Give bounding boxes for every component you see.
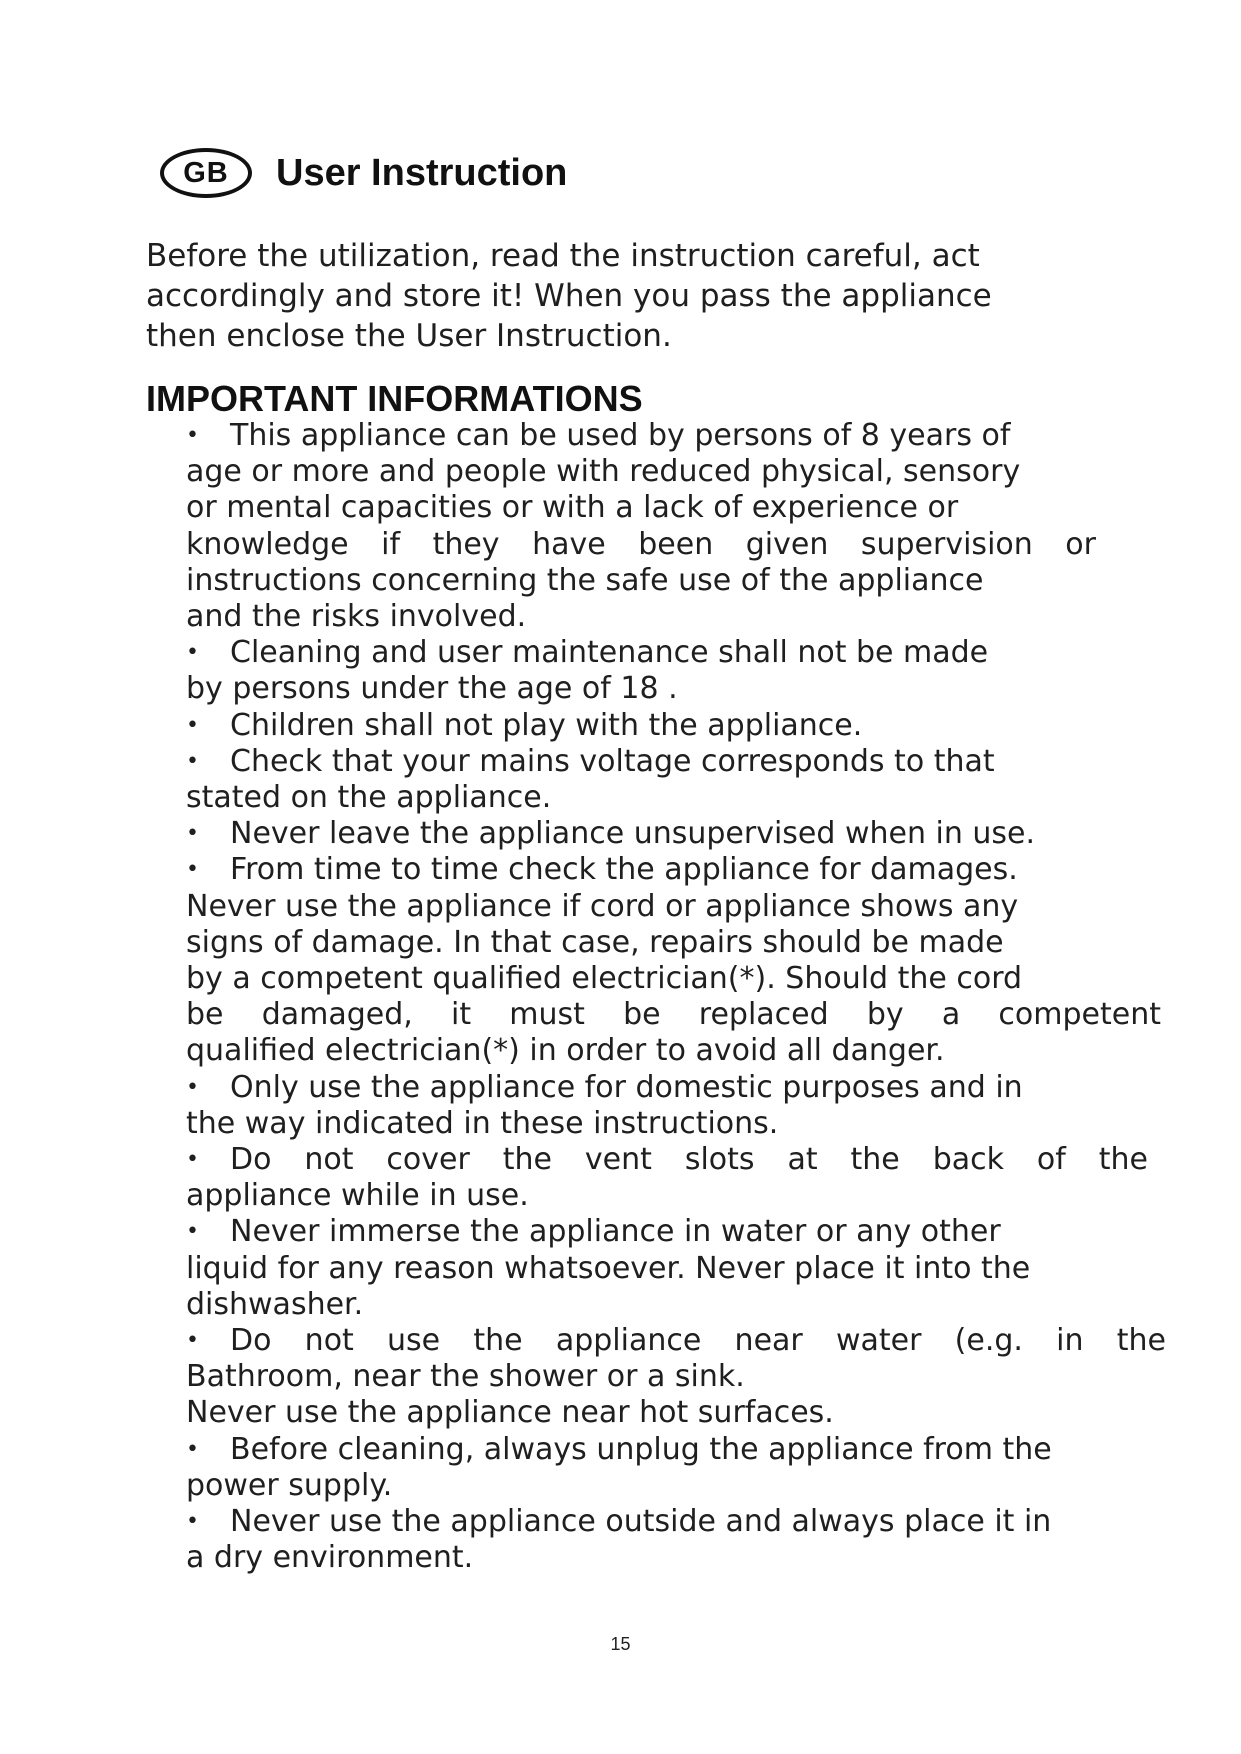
instruction-line: qualified electrician(*) in order to avoid all danger.	[186, 1033, 945, 1069]
instruction-line: signs of damage. In that case, repairs should be made	[186, 924, 1004, 960]
intro-line: then enclose the User Instruction.	[146, 318, 672, 354]
instruction-line: Bathroom, near the shower or a sink.	[186, 1359, 745, 1395]
instructions-list	[186, 418, 1176, 1577]
instruction-line: • Before cleaning, always unplug the appliance from the	[186, 1431, 1052, 1467]
instruction-line: • Never immerse the appliance in water or any other	[186, 1214, 1001, 1250]
instruction-line: be damaged, it must be replaced by a competent	[186, 997, 1161, 1033]
bullet-icon: •	[186, 423, 199, 448]
page-title: User Instruction	[276, 151, 568, 194]
page-header	[160, 148, 567, 198]
instruction-line: • Check that your mains voltage corresponds to that	[186, 743, 995, 779]
bullet-icon: •	[186, 1328, 199, 1354]
instruction-line: • Never use the appliance outside and always place it in	[186, 1504, 1052, 1540]
page-number: 15	[610, 1634, 631, 1654]
instruction-line: liquid for any reason whatsoever. Never place it into the	[186, 1250, 1031, 1286]
gb-language-badge: GB	[160, 148, 252, 198]
bullet-icon: •	[186, 1509, 199, 1535]
section-heading: IMPORTANT INFORMATIONS	[146, 378, 643, 419]
bullet-icon: •	[186, 712, 199, 738]
instruction-line: a dry environment.	[186, 1540, 474, 1576]
instruction-line: • Do not cover the vent slots at the back of the	[186, 1142, 1148, 1178]
bullet-icon: •	[186, 857, 199, 883]
instruction-line: stated on the appliance.	[186, 780, 552, 816]
instruction-line: • Children shall not play with the appliance.	[186, 707, 863, 743]
instruction-line: instructions concerning the safe use of the appliance	[186, 562, 984, 598]
instruction-line: knowledge if they have been given supervision or	[186, 526, 1096, 562]
instruction-line: by a competent qualified electrician(*). Should the cord	[186, 961, 1023, 997]
instruction-line: by persons under the age of 18 .	[186, 671, 678, 707]
instruction-line: Never use the appliance if cord or appliance shows any	[186, 888, 1019, 924]
instruction-line: the way indicated in these instructions.	[186, 1105, 779, 1141]
instruction-line: • From time to time check the appliance for damages.	[186, 852, 1018, 888]
instruction-line: and the risks involved.	[186, 599, 527, 635]
instruction-line: • Do not use the appliance near water (e.g. in the	[186, 1323, 1166, 1359]
intro-line: accordingly and store it! When you pass the appliance	[146, 278, 992, 314]
instruction-line: • This appliance can be used by persons of 8 years of	[186, 418, 1011, 453]
bullet-icon: •	[186, 1219, 199, 1245]
instruction-line: Never use the appliance near hot surfaces.	[186, 1395, 834, 1431]
bullet-icon: •	[186, 1074, 199, 1100]
instruction-line: dishwasher.	[186, 1286, 364, 1322]
intro-paragraph	[146, 236, 1106, 356]
instruction-line: • Never leave the appliance unsupervised when in use.	[186, 816, 1036, 852]
instruction-line: • Cleaning and user maintenance shall not be made	[186, 635, 989, 671]
bullet-icon: •	[186, 640, 199, 666]
bullet-icon: •	[186, 821, 199, 847]
instruction-line: power supply.	[186, 1467, 393, 1503]
bullet-icon: •	[186, 1147, 199, 1173]
instruction-line: • Only use the appliance for domestic purposes and in	[186, 1069, 1023, 1105]
instruction-line: or mental capacities or with a lack of experience or	[186, 490, 959, 526]
intro-line: Before the utilization, read the instruction careful, act	[146, 238, 980, 274]
instruction-line: appliance while in use.	[186, 1178, 529, 1214]
instruction-line: age or more and people with reduced physical, sensory	[186, 454, 1021, 490]
bullet-icon: •	[186, 1436, 199, 1462]
bullet-icon: •	[186, 748, 199, 774]
